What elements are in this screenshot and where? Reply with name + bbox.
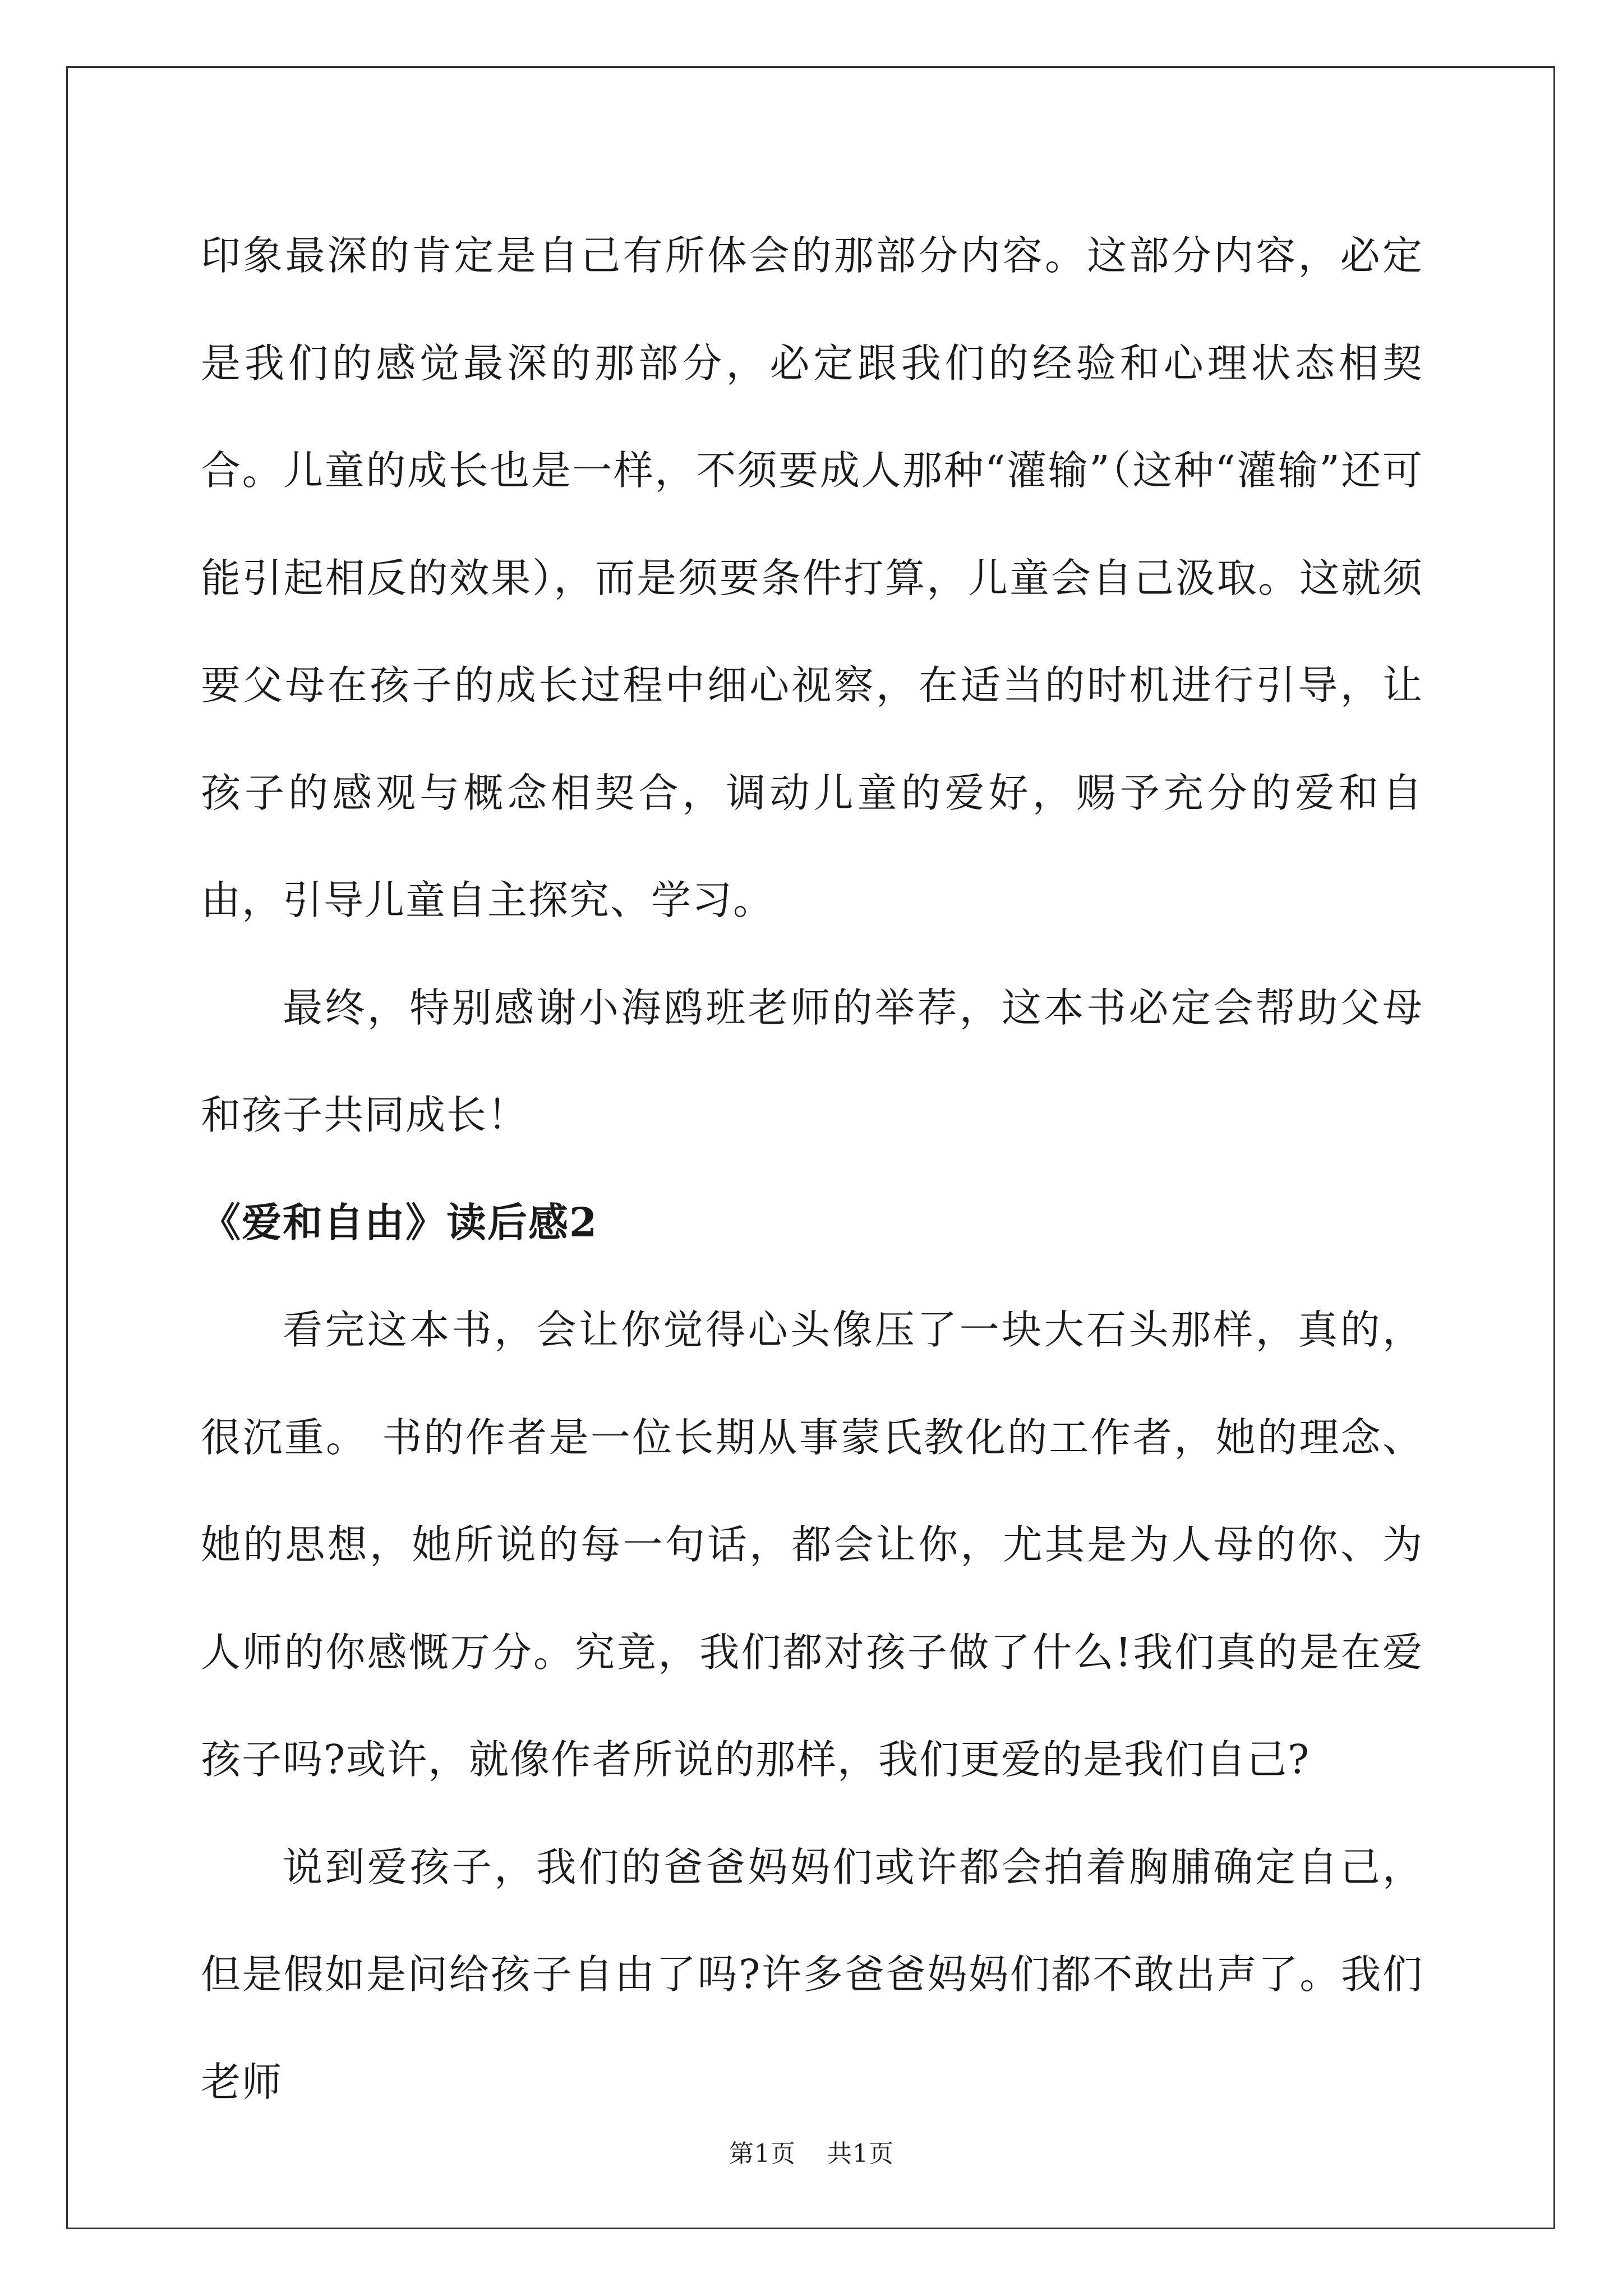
body-paragraph: 看完这本书，会让你觉得心头像压了一块大石头那样，真的，很沉重。 书的作者是一位长期从事蒙氏教化的工作者，她的理念、她的思想，她所说的每一句话，都会让你，尤其是为人母的你、为人师的你感慨万分。究竟，我们都对孩子做了什么!我们真的是在爱孩子吗?或许，就像作者所说的那样，我们更爱的是我们自己? — [201, 1306, 1423, 1783]
body-paragraph: 印象最深的肯定是自己有所体会的那部分内容。这部分内容，必定是我们的感觉最深的那部分，必定跟我们的经验和心理状态相契合。儿童的成长也是一样，不须要成人那种“灌输”（这种“灌输”还可能引起相反的效果），而是须要条件打算，儿童会自己汲取。这就须要父母在孩子的成长过程中细心视察，在适当的时机进行引导，让孩子的感观与概念相契合，调动儿童的爱好，赐予充分的爱和自由，引导儿童自主探究、学习。 — [201, 232, 1423, 923]
body-paragraph: 说到爱孩子，我们的爸爸妈妈们或许都会拍着胸脯确定自己，但是假如是问给孩子自由了吗?许多爸爸妈妈们都不敢出声了。我们老师 — [201, 1843, 1423, 2105]
body-paragraph: 最终，特别感谢小海鸥班老师的举荐，这本书必定会帮助父母和孩子共同成长！ — [201, 984, 1423, 1138]
page-number-total: 共1页 — [827, 2139, 894, 2168]
page-number-current: 第1页 — [729, 2139, 796, 2168]
document-body — [201, 202, 1423, 2136]
section-heading: 《爱和自由》读后感2 — [201, 1198, 598, 1246]
page-footer — [0, 2133, 1623, 2169]
